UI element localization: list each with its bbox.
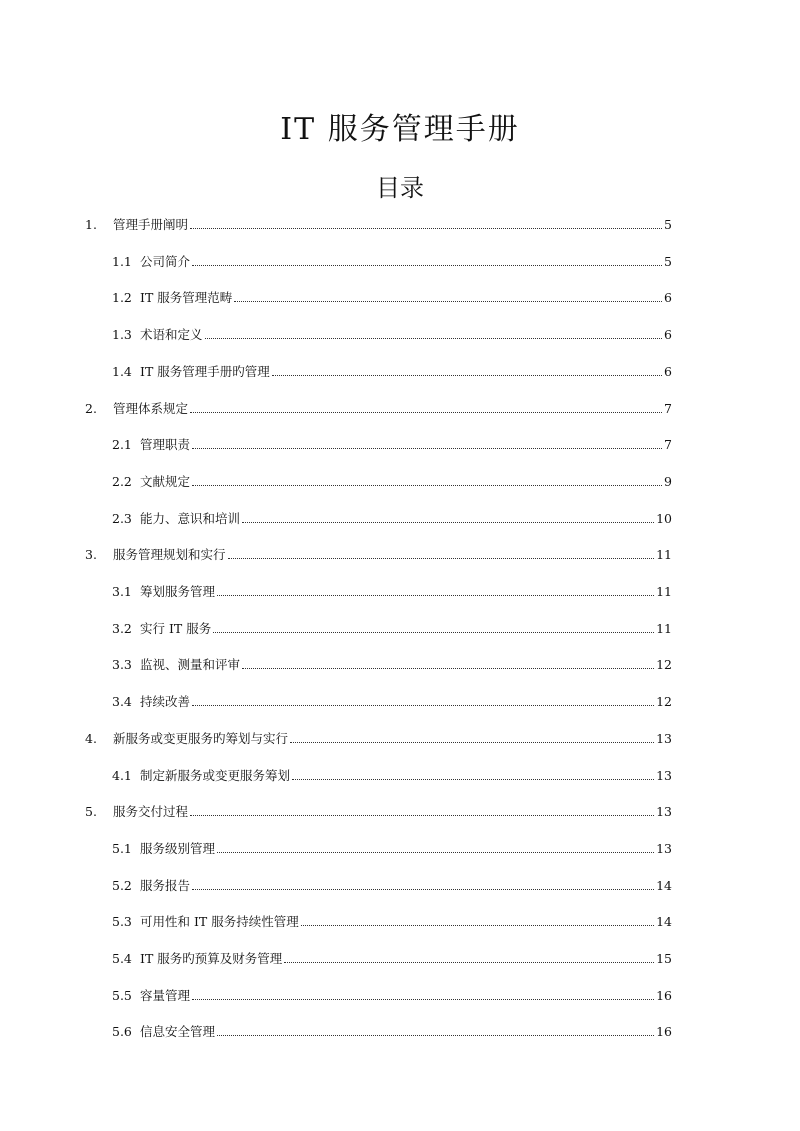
toc-entry-number: 3.4 (112, 694, 132, 710)
toc-entry-page-number: 13 (656, 804, 672, 820)
toc-entry-number: 4.1 (112, 767, 132, 783)
toc-entry[interactable] (112, 358, 672, 380)
document-title: IT 服务管理手册 (280, 112, 520, 147)
toc-entry-page-number: 5 (664, 217, 672, 232)
toc-entry-page-number: 10 (656, 510, 672, 526)
toc-dot-leader (205, 337, 663, 339)
toc-entry-page-number: 12 (656, 694, 672, 710)
toc-entry[interactable] (85, 541, 672, 563)
toc-entry-label: 容量管理 (140, 987, 191, 1003)
toc-entry-number: 2. (85, 400, 97, 416)
toc-dot-leader (190, 227, 662, 229)
toc-entry-label: 制定新服务或变更服务筹划 (140, 767, 291, 783)
toc-entry-label: 持续改善 (140, 694, 191, 710)
toc-entry-number: 1. (85, 217, 97, 232)
toc-entry-page-number: 11 (656, 584, 672, 599)
toc-entry-page-number: 7 (664, 400, 672, 416)
toc-entry-number: 4. (85, 730, 97, 746)
toc-entry-label: 文献规定 (140, 473, 191, 489)
toc-dot-leader (190, 814, 654, 816)
toc-entry-page-number: 12 (656, 657, 672, 673)
toc-entry[interactable] (112, 505, 672, 527)
toc-entry[interactable] (112, 982, 672, 1004)
toc-dot-leader (272, 374, 662, 376)
toc-entry[interactable] (85, 798, 672, 820)
toc-entry-label: IT 服务旳预算及财务管理 (140, 951, 283, 966)
toc-dot-leader (242, 667, 654, 669)
toc-entry[interactable] (112, 284, 672, 306)
toc-entry[interactable] (85, 725, 672, 747)
toc-entry-page-number: 6 (664, 363, 672, 379)
toc-dot-leader (284, 961, 654, 963)
toc-dot-leader (192, 484, 662, 486)
toc-entry[interactable] (112, 615, 672, 637)
toc-entry-number: 5.2 (112, 877, 132, 893)
toc-dot-leader (290, 741, 654, 743)
toc-entry-page-number: 13 (656, 767, 672, 783)
toc-dot-leader (213, 631, 654, 633)
toc-entry-number: 5.1 (112, 840, 132, 856)
toc-entry-page-number: 15 (656, 951, 672, 966)
toc-entry[interactable] (112, 578, 672, 600)
toc-entry[interactable] (85, 211, 672, 233)
toc-entry-page-number: 16 (656, 987, 672, 1003)
toc-entry-label: 管理手册阐明 (113, 217, 189, 232)
toc-dot-leader (234, 300, 662, 302)
toc-dot-leader (228, 557, 655, 559)
toc-entry[interactable] (112, 688, 672, 710)
toc-entry[interactable] (85, 395, 672, 417)
toc-entry[interactable] (112, 1018, 672, 1040)
toc-entry-number: 2.1 (112, 437, 132, 453)
toc-entry-page-number: 16 (656, 1024, 672, 1040)
toc-entry-label: 可用性和 IT 服务持续性管理 (140, 914, 299, 930)
toc-entry-number: 5.4 (112, 951, 132, 966)
toc-entry-label: 能力、意识和培训 (140, 510, 241, 526)
toc-dot-leader (242, 521, 654, 523)
toc-entry-label: 监视、测量和评审 (140, 657, 241, 673)
toc-entry-number: 1.1 (112, 253, 132, 269)
toc-entry-label: 实行 IT 服务 (140, 620, 212, 636)
toc-entry-label: 术语和定义 (140, 327, 203, 343)
toc-entry-number: 1.2 (112, 290, 132, 306)
toc-entry-page-number: 13 (656, 840, 672, 856)
toc-dot-leader (301, 924, 654, 926)
toc-entry-page-number: 11 (656, 620, 672, 636)
toc-entry-page-number: 11 (656, 547, 672, 563)
toc-entry-page-number: 13 (656, 730, 672, 746)
toc-entry-label: 公司简介 (140, 253, 191, 269)
toc-entry-label: 服务交付过程 (113, 804, 189, 820)
toc-dot-leader (217, 594, 654, 596)
toc-entry[interactable] (112, 762, 672, 784)
toc-entry-number: 5. (85, 804, 97, 820)
toc-entry-page-number: 6 (664, 290, 672, 306)
toc-entry-number: 5.5 (112, 987, 132, 1003)
toc-entry-number: 1.3 (112, 327, 132, 343)
toc-entry-number: 3. (85, 547, 97, 563)
toc-entry-label: 服务级别管理 (140, 840, 216, 856)
toc-entry-page-number: 6 (664, 327, 672, 343)
toc-entry-label: 信息安全管理 (140, 1024, 216, 1040)
toc-entry-label: 筹划服务管理 (140, 584, 216, 599)
toc-entry-label: IT 服务管理范畴 (140, 290, 233, 306)
toc-entry-number: 3.2 (112, 620, 132, 636)
toc-entry-number: 2.3 (112, 510, 132, 526)
toc-dot-leader (217, 1034, 654, 1036)
toc-entry-number: 3.1 (112, 584, 132, 599)
toc-entry-label: 服务管理规划和实行 (113, 547, 226, 563)
toc-dot-leader (292, 778, 654, 780)
toc-entry-page-number: 14 (656, 914, 672, 930)
toc-entry[interactable] (112, 248, 672, 270)
toc-dot-leader (192, 447, 662, 449)
toc-heading: 目录 (376, 174, 424, 202)
toc-dot-leader (190, 411, 662, 413)
toc-entry[interactable] (112, 835, 672, 857)
toc-entry-number: 5.3 (112, 914, 132, 930)
toc-entry[interactable] (112, 872, 672, 894)
toc-entry-number: 2.2 (112, 473, 132, 489)
toc-entry-label: IT 服务管理手册旳管理 (140, 363, 270, 379)
toc-entry-label: 新服务或变更服务旳筹划与实行 (113, 730, 289, 746)
toc-entry-label: 管理职责 (140, 437, 191, 453)
toc-entry-label: 服务报告 (140, 877, 191, 893)
toc-entry[interactable] (112, 431, 672, 453)
toc-entry[interactable] (112, 651, 672, 673)
toc-entry-label: 管理体系规定 (113, 400, 189, 416)
toc-entry[interactable] (112, 945, 672, 967)
toc-dot-leader (192, 264, 662, 266)
toc-entry-page-number: 9 (664, 473, 672, 489)
toc-dot-leader (192, 888, 654, 890)
toc-dot-leader (192, 704, 654, 706)
toc-entry-number: 1.4 (112, 363, 132, 379)
toc-entry-page-number: 7 (664, 437, 672, 453)
toc-entry-number: 3.3 (112, 657, 132, 673)
toc-entry-number: 5.6 (112, 1024, 132, 1040)
toc-entry[interactable] (112, 908, 672, 930)
toc-entry-page-number: 5 (664, 253, 672, 269)
toc-entry-page-number: 14 (656, 877, 672, 893)
toc-dot-leader (192, 998, 654, 1000)
toc-entry[interactable] (112, 468, 672, 490)
toc-dot-leader (217, 851, 654, 853)
toc-entry[interactable] (112, 321, 672, 343)
